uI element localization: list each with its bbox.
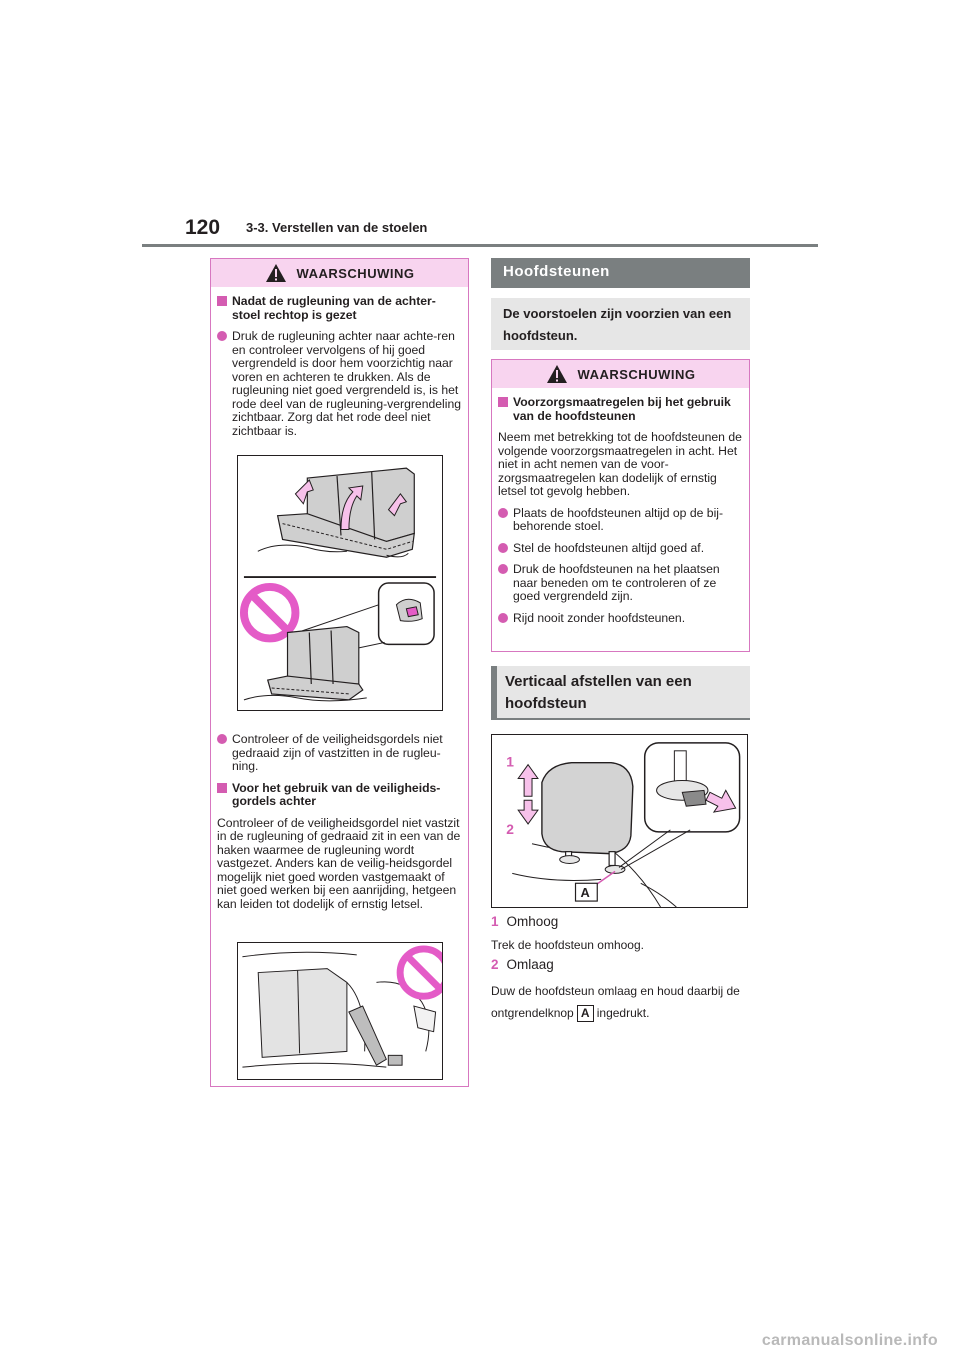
- figure-label-button: A: [580, 885, 590, 901]
- round-bullet-icon: [498, 508, 508, 518]
- round-bullet-icon: [498, 564, 508, 574]
- round-bullet-icon: [498, 613, 508, 623]
- square-bullet-icon: [498, 397, 508, 407]
- page-number: 120: [185, 216, 221, 239]
- warning-paragraph: Controleer of de veiligheidsgordel niet vastzit in de rugleuning of gedraaid zit in een van de haken waarmee de rugleuning wordt vastgezet. Anders kan de veilig-heidsgordel mogelijk niet goed worden vastgemaakt of niet goed werken bij een aanrijding, hetgeen kan leiden tot dodelijk of ernstig letsel.: [217, 815, 461, 911]
- step-1-text: Trek de hoofdsteun omhoog.: [491, 938, 644, 952]
- watermark: carmanualsonline.info: [761, 1332, 938, 1349]
- button-a-label: A: [577, 1005, 594, 1022]
- section-title: Hoofdsteunen: [491, 258, 750, 288]
- step-2: 2 Omlaag: [491, 957, 554, 972]
- warning-triangle-icon: [265, 263, 287, 283]
- warning-heading: Voorzorgsmaatregelen bij het gebruik van de hoofdsteunen: [498, 396, 743, 423]
- warning-bullet: Stel de hoofdsteunen altijd goed af.: [498, 542, 743, 556]
- round-bullet-icon: [498, 543, 508, 553]
- warning-header: [492, 360, 749, 388]
- rear-seat-illustration: [237, 455, 443, 711]
- intro-box: De voorstoelen zijn voorzien van een hoofdsteun.: [491, 298, 750, 350]
- warning-title: WAARSCHUWING: [577, 366, 696, 382]
- warning-title: WAARSCHUWING: [296, 265, 415, 281]
- figure-label-up: 1: [506, 753, 515, 770]
- figure-label-down: 2: [506, 820, 515, 837]
- round-bullet-icon: [217, 734, 227, 744]
- warning-bullet: Controleer of de veiligheidsgordels niet gedraaid zijn of vastzitten in de rugleu-ning.: [217, 733, 462, 774]
- square-bullet-icon: [217, 783, 227, 793]
- prohibition-icon: [400, 949, 443, 996]
- prohibition-icon: [244, 587, 295, 638]
- warning-heading: Voor het gebruik van de veiligheids-gordels achter: [217, 782, 462, 809]
- step-2-text: Duw de hoofdsteun omlaag en houd daarbij de ontgrendelknop A ingedrukt.: [491, 984, 740, 1021]
- header-rule: [142, 244, 818, 247]
- square-bullet-icon: [217, 296, 227, 306]
- warning-header: [211, 259, 468, 287]
- subsection-title: Verticaal afstellen van een hoofdsteun: [491, 666, 750, 720]
- seat-belt-illustration: [237, 942, 443, 1080]
- left-warning-box: [210, 258, 469, 1087]
- warning-bullet: Rijd nooit zonder hoofdsteunen.: [498, 612, 743, 626]
- warning-bullet: Druk de rugleuning achter naar achte-ren en controleer vervolgens of hij goed vergrendeld is door hem voorzichtig naar voren en achteren te drukken. Als de rugleuning niet goed vergrendeld is, is het rode deel van de rugleuning-vergrendeling zichtbaar. Zorg dat het rode deel niet zichtbaar is.: [217, 330, 462, 438]
- step-1: 1 Omhoog: [491, 914, 559, 929]
- warning-triangle-icon: [546, 364, 568, 384]
- breadcrumb: 3-3. Verstellen van de stoelen: [246, 220, 428, 235]
- warning-heading: Nadat de rugleuning van de achter-stoel rechtop is gezet: [217, 295, 462, 322]
- right-warning-box: [491, 359, 750, 652]
- warning-bullet: Druk de hoofdsteunen na het plaatsen naar beneden om te controleren of ze goed vergrendeld zijn.: [498, 563, 743, 604]
- warning-paragraph: Neem met betrekking tot de hoofdsteunen de volgende voorzorgsmaatregelen in acht. Het niet in acht nemen van de voor-zorgsmaatregelen kan dodelijk of ernstig letsel tot gevolg hebben.: [498, 430, 742, 498]
- headrest-illustration: [491, 734, 748, 908]
- round-bullet-icon: [217, 331, 227, 341]
- warning-bullet: Plaats de hoofdsteunen altijd op de bij-behorende stoel.: [498, 507, 743, 534]
